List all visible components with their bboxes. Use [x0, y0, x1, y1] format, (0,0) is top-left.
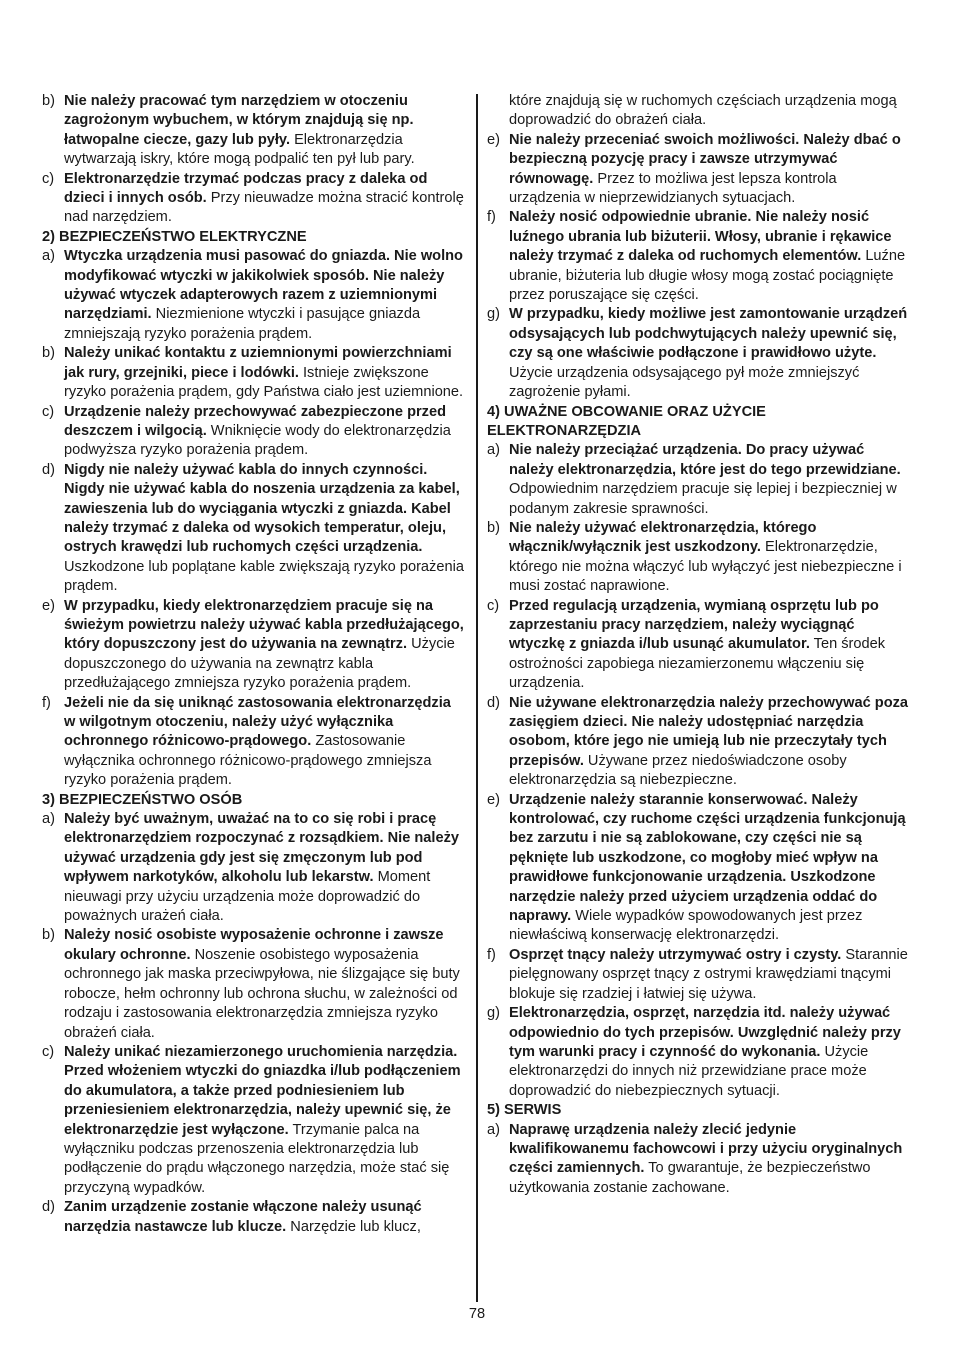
- section-heading: 3) BEZPIECZEŃSTWO OSÓB: [42, 791, 243, 808]
- list-item: [42, 1198, 466, 1237]
- left-column: [42, 92, 466, 1237]
- item-body: [509, 519, 911, 597]
- item-label: c): [42, 403, 55, 420]
- item-text: Użycie dopuszczonego do używania na zewnątrz kabla przedłużającego zmniejsza ryzyko porażenia prądem.: [64, 636, 455, 692]
- item-body: [64, 1043, 466, 1198]
- list-item: [487, 131, 911, 209]
- list-item: [487, 1004, 911, 1101]
- item-body: [509, 208, 911, 305]
- item-body: [509, 1121, 911, 1199]
- item-bold-text: Zanim urządzenie zostanie włączone należy usunąć narzędzia nastawcze lub klucze.: [64, 1199, 422, 1235]
- item-body: [509, 791, 911, 946]
- item-label: a): [487, 442, 500, 459]
- item-text: Niezmienione wtyczki i pasujące gniazda zmniejszają ryzyko porażenia prądem.: [64, 306, 421, 342]
- page-number: 78: [468, 1306, 486, 1322]
- item-bold-text: Elektronarzędzie trzymać podczas pracy z daleka od dzieci i innych osób.: [64, 170, 428, 207]
- item-text: Użycie elektronarzędzi do innych niż przewidziane prace może doprowadzić do niebezpiecznych sytuacji.: [509, 1043, 869, 1099]
- list-item: [42, 810, 466, 926]
- item-body: [64, 403, 466, 461]
- item-label: b): [42, 93, 55, 109]
- item-bold-text: Wtyczka urządzenia musi pasować do gniazda. Nie wolno modyfikować wtyczki w jakikolwiek sposób. Nie należy używać wtyczek adapterowych razem z uziemnionymi narzędziami.: [64, 248, 463, 323]
- item-bold-text: Naprawę urządzenia należy zlecić jedynie kwalifikowanemu fachowcowi i przy użyciu oryginalnych części zamiennych.: [509, 1121, 903, 1177]
- item-label: c): [487, 597, 500, 614]
- item-bold-text: Jeżeli nie da się uniknąć zastosowania elektronarzędzia w wilgotnym otoczeniu, należy użyć wyłącznika ochronnego różnicowo-prądowego.: [64, 694, 451, 750]
- item-label: a): [487, 1121, 500, 1138]
- list-item: [42, 461, 466, 597]
- item-label: a): [42, 248, 55, 265]
- item-bold-text: Przed regulacją urządzenia, wymianą osprzętu lub po zaprzestaniu pracy narzędziem, należy wyciągnąć wtyczkę z gniazda i/lub usunąć akumulator.: [509, 597, 879, 653]
- item-text: Istnieje zwiększone ryzyko porażenia prądem, gdy Państwa ciało jest uziemnione.: [64, 364, 464, 401]
- item-body: [64, 1198, 466, 1237]
- item-text: Narzędzie lub klucz,: [286, 1218, 421, 1235]
- item-label: e): [42, 597, 55, 614]
- list-item: [487, 597, 911, 694]
- list-item: [487, 1121, 911, 1199]
- item-bold-text: Należy nosić odpowiednie ubranie. Nie należy nosić luźnego ubrania lub biżuterii. Włosy, ubranie i rękawice należy trzymać z daleka od ruchomych elementów.: [509, 209, 892, 265]
- item-body: [64, 92, 466, 170]
- list-item: [42, 1043, 466, 1198]
- list-item: [42, 926, 466, 1042]
- item-bold-text: Urządzenie należy przechowywać zabezpieczone przed deszczem i wilgocią.: [64, 403, 446, 439]
- item-bold-text: Nie należy pracować tym narzędziem w otoczeniu zagrożonym wybuchem, w którym znajdują się np. łatwopalne ciecze, gazy lub pyły.: [64, 93, 414, 148]
- list-item: [42, 344, 466, 402]
- list-item: [42, 597, 466, 694]
- item-bold-text: Elektronarzędzia, osprzęt, narzędzia itd. należy używać odpowiednio do tych przepisów. Uwzględnić należy przy tym warunki pracy i czynność do wykonania.: [509, 1005, 901, 1060]
- right-column: [487, 92, 911, 1198]
- item-body: [64, 247, 466, 344]
- list-item: [487, 519, 911, 597]
- item-label: d): [487, 694, 500, 711]
- item-bold-text: Należy być uważnym, uważać na to co się robi i pracę elektronarzędziem rozpoczynać z rozsądkiem. Nie należy używać urządzenia gdy jest się zmęczonym lub pod wpływem narkotyków, alkoholu lub lekarstw.: [64, 811, 459, 886]
- item-body: [64, 810, 466, 926]
- item-text: Zastosowanie wyłącznika ochronnego różnicowo-prądowego zmniejsza ryzyko porażenia prądem.: [64, 733, 432, 789]
- item-text: Odpowiednim narzędziem pracuje się lepiej i bezpieczniej w podanym zakresie sprawności.: [509, 481, 897, 517]
- item-text: Moment nieuwagi przy użyciu urządzenia może doprowadzić do poważnych urażeń ciała.: [64, 869, 431, 925]
- list-item: [42, 247, 466, 344]
- item-text: Uszkodzone lub poplątane kable zwiększają ryzyko porażenia prądem.: [64, 558, 464, 595]
- list-item: [42, 403, 466, 461]
- item-bold-text: Nie należy używać elektronarzędzia, którego włącznik/wyłącznik jest uszkodzony.: [509, 519, 817, 556]
- item-body: [64, 926, 466, 1042]
- item-bold-text: W przypadku, kiedy możliwe jest zamontowanie urządzeń odsysających lub podchwytujących należy upewnić się, czy są one właściwie podłączone i prawidłowo użyte.: [509, 306, 908, 362]
- item-bold-text: Należy unikać niezamierzonego uruchomienia narzędzia. Przed włożeniem wtyczki do gniazdka i/lub podłączeniem do akumulatora, a także przed podniesieniem lub przeniesieniem elektronarzędzia, należy upewnić się, że elektronarzędzie jest wyłączone.: [64, 1043, 461, 1138]
- item-label: d): [42, 461, 55, 478]
- list-item: [487, 694, 911, 791]
- item-text: Przy nieuwadze można stracić kontrolę nad narzędziem.: [64, 190, 464, 226]
- item-label: g): [487, 1005, 500, 1022]
- item-text: Elektronarzędzie, którego nie można włączyć lub wyłączyć jest niebezpieczne i musi zostać naprawione.: [509, 539, 902, 595]
- item-body: [64, 694, 466, 791]
- item-text: Noszenie osobistego wyposażenia ochronnego jak maska przeciwpyłowa, nie ślizgające się buty robocze, hełm ochronny lub ochrona słuchu, w zależności od rodzaju i zastosowania elektronarzędzia zmniejsza ryzyko obrażeń ciała.: [64, 946, 460, 1041]
- item-label: a): [42, 811, 55, 828]
- list-item: [487, 441, 911, 519]
- item-label: g): [487, 306, 500, 323]
- item-body: [509, 441, 911, 519]
- item-bold-text: Urządzenie należy starannie konserwować. Należy kontrolować, czy ruchome części urządzenia funkcjonują bez zarzutu i nie są zablokowane, czy części nie są pęknięte lub uszkodzone, co mogłoby mieć wpływ na prawidłowe funkcjonowanie urządzenia. Uszkodzone narzędzie należy przed użyciem urządzenia oddać do naprawy.: [509, 791, 906, 925]
- item-body: [64, 461, 466, 597]
- list-item: [42, 694, 466, 791]
- item-label: e): [487, 131, 500, 148]
- item-body: [64, 344, 466, 402]
- item-bold-text: Nigdy nie należy używać kabla do innych czynności. Nigdy nie używać kabla do noszenia urządzenia za kabel, zawieszenia lub do wyciągania wtyczki z gniazda. Kabel należy trzymać z daleka od wysokich temperatur, oleju, ostrych krawędzi lub ruchomych części urządzenia.: [64, 461, 460, 556]
- item-text: To gwarantuje, że bezpieczeństwo użytkowania zostanie zachowane.: [509, 1160, 871, 1196]
- item-bold-text: Nie należy przeciążać urządzenia. Do pracy używać należy elektronarzędzia, które jest do tego przewidziane.: [509, 442, 901, 478]
- item-bold-text: Osprzęt tnący należy utrzymywać ostry i czysty.: [509, 946, 842, 963]
- item-text: Ten środek ostrożności zapobiega niezamierzonemu włączeniu się urządzenia.: [509, 636, 886, 692]
- list-item: [487, 305, 911, 402]
- item-bold-text: Nie używane elektronarzędzia należy przechowywać poza zasięgiem dzieci. Nie należy udostępniać narzędzia osobom, które jego nie umieją lub nie przeczytały tych przepisów.: [509, 694, 909, 769]
- item-body: [509, 694, 911, 791]
- list-item: [487, 208, 911, 305]
- item-text: Wniknięcie wody do elektronarzędzia podwyższa ryzyko porażenia prądem.: [64, 422, 451, 459]
- item-text: Starannie pielęgnowany osprzęt tnący z ostrymi krawędziami tnącymi blokuje się rzadziej i łatwiej się używa.: [509, 946, 908, 1002]
- continued-text: które znajdują się w ruchomych częściach urządzenia mogą doprowadzić do obrażeń ciała.: [509, 93, 897, 129]
- item-label: b): [42, 345, 55, 362]
- item-label: f): [487, 209, 496, 226]
- item-body: [509, 305, 911, 402]
- item-label: f): [42, 694, 51, 711]
- column-divider: [476, 94, 478, 1302]
- list-item: [42, 92, 466, 170]
- list-item: [42, 170, 466, 228]
- item-label: b): [42, 927, 55, 944]
- list-item: [487, 946, 911, 1004]
- list-item: [487, 791, 911, 946]
- item-text: Wiele wypadków spowodowanych jest przez niewłaściwą konserwację elektronarzędzi.: [509, 908, 863, 944]
- item-label: e): [487, 791, 500, 808]
- item-label: d): [42, 1199, 55, 1216]
- item-text: Przez to możliwa jest lepsza kontrola urządzenia w nieprzewidzianych sytuacjach.: [509, 170, 837, 207]
- item-text: Trzymanie palca na wyłączniku podczas przenoszenia elektronarzędzia lub podłączenie do prądu włączonego narzędzia, może stać się przyczyną wypadków.: [64, 1121, 450, 1196]
- item-text: Elektronarzędzia wytwarzają iskry, które mogą podpalić ten pył lub pary.: [64, 131, 415, 168]
- item-bold-text: Nie należy przeceniać swoich możliwości. Należy dbać o bezpieczną pozycję pracy i zawsze utrzymywać równowagę.: [509, 131, 901, 187]
- section-heading: 2) BEZPIECZEŃSTWO ELEKTRYCZNE: [42, 228, 307, 245]
- item-label: c): [42, 1043, 55, 1060]
- section-heading: 5) SERWIS: [487, 1102, 562, 1119]
- item-body: [509, 131, 911, 209]
- item-body: [509, 946, 911, 1004]
- item-body: [64, 170, 466, 228]
- item-text: Użycie urządzenia odsysającego pył może zmniejszyć zagrożenie pyłami.: [509, 364, 860, 401]
- item-body: [64, 597, 466, 694]
- item-label: b): [487, 519, 500, 536]
- item-label: f): [487, 946, 496, 963]
- item-body: [509, 597, 911, 694]
- section-heading: 4) UWAŻNE OBCOWANIE ORAZ UŻYCIE ELEKTRONARZĘDZIA: [487, 403, 766, 439]
- item-text: Używane przez niedoświadczone osoby elektronarzędzia są niebezpieczne.: [509, 752, 847, 789]
- item-bold-text: Należy nosić osobiste wyposażenie ochronne i zawsze okulary ochronne.: [64, 927, 444, 963]
- item-body: [509, 1004, 911, 1101]
- item-bold-text: W przypadku, kiedy elektronarzędziem pracuje się na świeżym powietrzu należy używać kabla przedłużającego, który dopuszczony jest do używania na zewnątrz.: [64, 597, 464, 653]
- item-text: Luźne ubranie, biżuteria lub długie włosy mogą zostać pociągnięte przez poruszające się części.: [509, 248, 906, 304]
- item-bold-text: Należy unikać kontaktu z uziemnionymi powierzchniami jak rury, grzejniki, piece i lodówki.: [64, 345, 452, 381]
- item-label: c): [42, 170, 55, 187]
